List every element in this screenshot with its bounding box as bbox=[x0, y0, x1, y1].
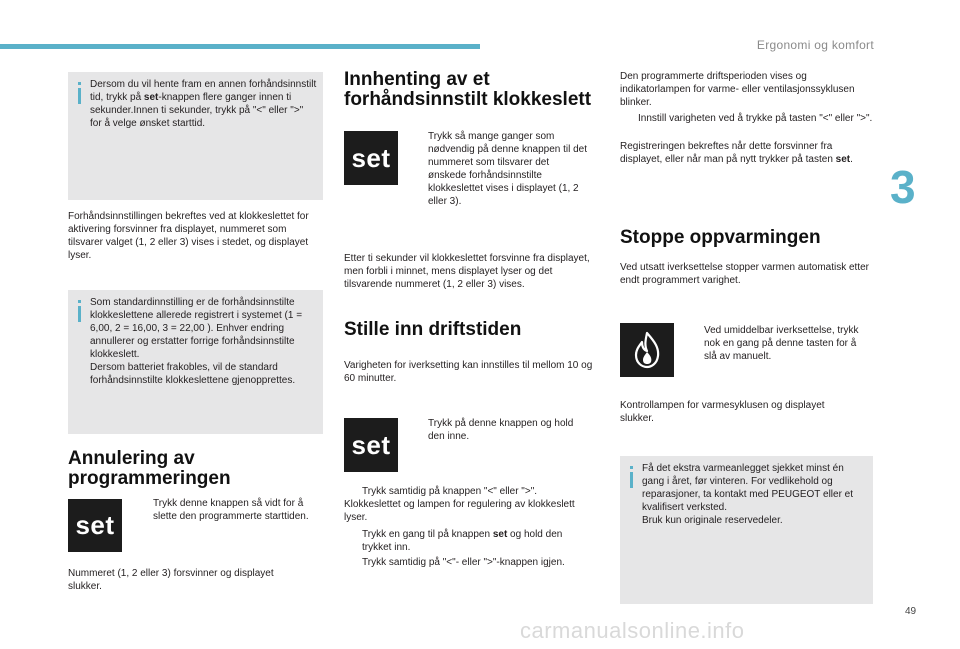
watermark: carmanualsonline.info bbox=[520, 618, 745, 643]
flame-icon bbox=[630, 330, 664, 370]
set-button-image: set bbox=[344, 418, 398, 472]
bullet-text: Trykk samtidig på knappen "<" eller ">". bbox=[362, 486, 538, 497]
paragraph: Klokkeslettet og lampen for regulering av klokkeslett lyser. bbox=[344, 499, 575, 523]
bullet-text: Trykk samtidig på "<"- eller ">"-knappen igjen. bbox=[362, 557, 565, 568]
paragraph: Etter ti sekunder vil klokkeslettet forsvinne fra displayet, men forbli i minnet, mens displayet lyser og det tilsvarende nummeret (1, 2 eller 3) vises. bbox=[344, 253, 590, 290]
info-icon-dot bbox=[630, 466, 633, 469]
info-icon bbox=[630, 472, 633, 488]
paragraph: Registreringen bekreftes når dette forsvinner fra displayet, eller når man på nytt trykker på tasten set. bbox=[620, 141, 853, 165]
paragraph: Nummeret (1, 2 eller 3) forsvinner og displayet slukker. bbox=[68, 568, 274, 592]
section-heading: Innhenting av et forhåndsinnstilt klokkeslett bbox=[344, 69, 592, 110]
page-number: 49 bbox=[905, 606, 917, 617]
info-icon bbox=[78, 88, 81, 104]
paragraph: Den programmerte driftsperioden vises og indikatorlampen for varme- eller ventilasjonssyklusen blinker. bbox=[620, 71, 855, 108]
paragraph: Kontrollampen for varmesyklusen og displayet slukker. bbox=[620, 400, 825, 424]
chapter-number: 3 bbox=[890, 161, 916, 213]
paragraph: Forhåndsinnstillingen bekreftes ved at klokkeslettet for aktivering forsvinner fra displayet, nummeret som tilsvarer valget (1, 2 eller 3) vises i stedet, og displayet lyser. bbox=[68, 211, 309, 261]
note-text: Dersom du vil hente fram en annen forhåndsinnstilt tid, trykk på set-knappen flere ganger innen ti sekunder.Innen ti sekunder, trykk på "<" eller ">" for å velge ønsket starttid. bbox=[90, 79, 317, 129]
bullet-text: Trykk denne knappen så vidt for å slette den programmerte starttiden. bbox=[153, 498, 309, 522]
bullet-text: Innstill varigheten ved å trykke på tasten "<" eller ">". bbox=[638, 113, 873, 124]
header-accent-bar bbox=[0, 44, 480, 49]
note-text: Som standardinnstilling er de forhåndsinnstilte klokkeslettene allerede registrert i systemet (1 = 6,00, 2 = 16,00, 3 = 22,00 ). Enhver endring annullerer og erstatter forrige forhåndsinnstilte klokkeslett. Dersom batteriet frakobles, vil de standard forhåndsinnstilte klokkeslettene gjenopprettes. bbox=[90, 297, 303, 386]
heater-button-image bbox=[620, 323, 674, 377]
section-heading: Stille inn driftstiden bbox=[344, 319, 522, 340]
info-icon-dot bbox=[78, 82, 81, 85]
set-button-image: set bbox=[68, 499, 122, 552]
bullet-text: Trykk så mange ganger som nødvendig på denne knappen til det nummeret som tilsvarer det ønskede forhåndsinnstilte klokkeslettet vises i displayet (1, 2 eller 3). bbox=[428, 131, 588, 207]
info-note bbox=[620, 456, 873, 604]
paragraph: Ved utsatt iverksettelse stopper varmen automatisk etter endt programmert varighet. bbox=[620, 262, 870, 286]
set-button-image: set bbox=[344, 131, 398, 185]
bullet-text: Trykk på denne knappen og hold den inne. bbox=[428, 418, 574, 442]
info-note bbox=[68, 72, 323, 200]
section-heading: Stoppe oppvarmingen bbox=[620, 227, 821, 248]
section-heading: Annulering av programmeringen bbox=[68, 448, 231, 489]
info-icon-dot bbox=[78, 300, 81, 303]
info-note bbox=[68, 290, 323, 434]
note-text: Få det ekstra varmeanlegget sjekket minst én gang i året, før vinteren. For vedlikehold og reparasjoner, ta kontakt med PEUGEOT eller et kvalifisert verksted. Bruk kun originale reservedeler. bbox=[642, 463, 854, 526]
bullet-text: Ved umiddelbar iverksettelse, trykk nok en gang på denne tasten for å slå av manuelt. bbox=[704, 325, 859, 362]
info-icon bbox=[78, 306, 81, 322]
paragraph: Varigheten for iverksetting kan innstilles til mellom 10 og 60 minutter. bbox=[344, 360, 593, 384]
section-title: Ergonomi og komfort bbox=[756, 38, 874, 52]
bullet-text: Trykk en gang til på knappen set og hold den trykket inn. bbox=[362, 529, 563, 553]
